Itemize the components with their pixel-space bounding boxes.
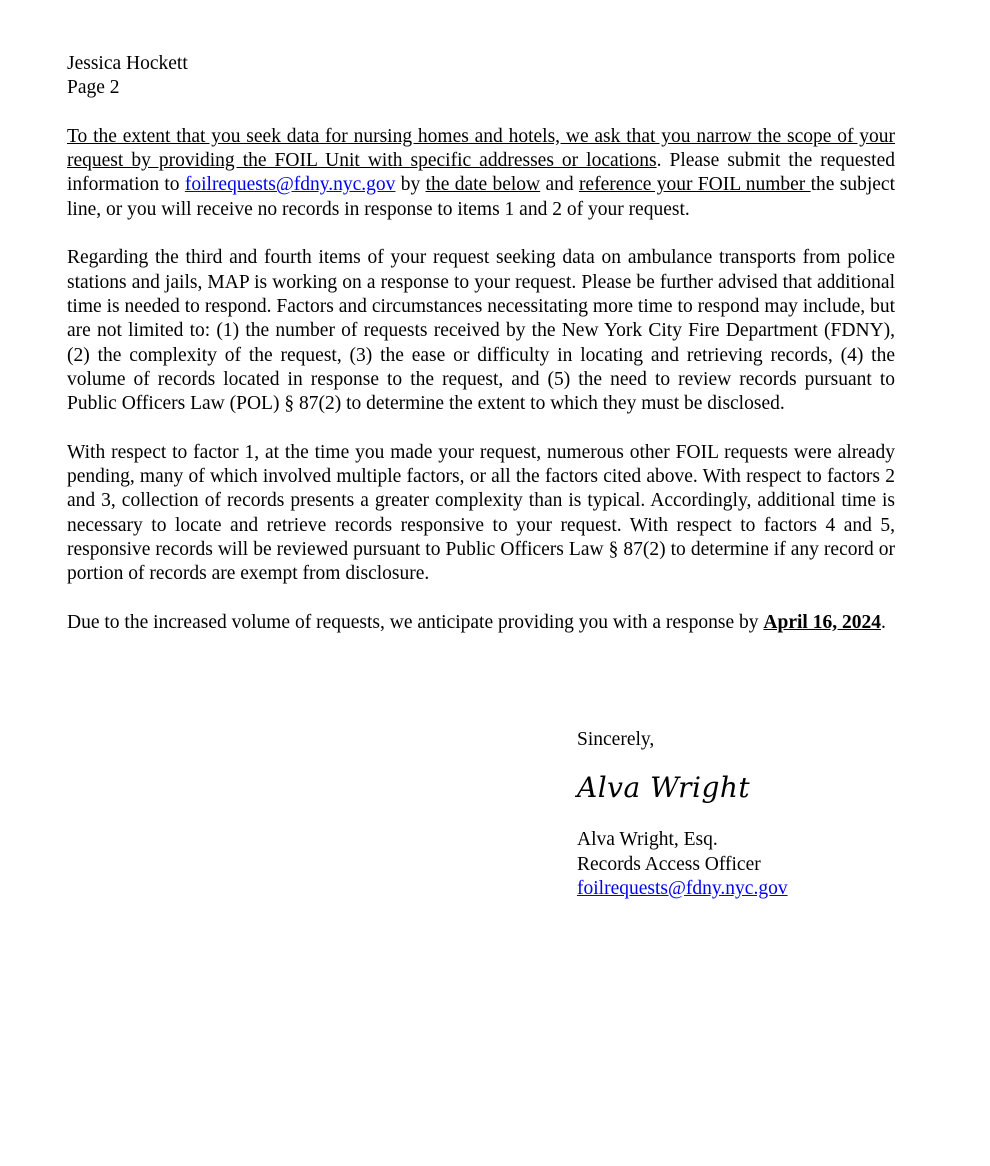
paragraph-additional-time: Regarding the third and fourth items of your request seeking data on ambulance transports from police stations and jails, MAP is working on a response to your request. Please be further advised that additional time is needed to respond. Factors and circumstances necessitating more time to respond may include, but are not limited to: (1) the number of requests received by the New York City Fire Department (FDNY), (2) the complexity of the request, (3) the ease or difficulty in locating and retrieving records, (4) the volume of records located in response to the request, and (5) the need to review records pursuant to Public Officers Law (POL) § 87(2) to determine the extent to which they must be disclosed. bbox=[67, 247, 895, 415]
text-segment: . bbox=[880, 611, 886, 633]
letter-body bbox=[67, 52, 895, 635]
response-date: April 16, 2024 bbox=[763, 611, 881, 633]
email-link[interactable]: foilrequests@fdny.nyc.gov bbox=[184, 174, 396, 196]
date-below-phrase: the date below bbox=[425, 174, 541, 196]
closing-block bbox=[577, 728, 788, 901]
reference-foil-phrase: reference your FOIL number bbox=[578, 174, 811, 196]
signature: Alva Wright bbox=[577, 771, 751, 805]
salutation: Sincerely, bbox=[577, 729, 655, 750]
paragraph-factors: With respect to factor 1, at the time you made your request, numerous other FOIL requests were already pending, many of which involved multiple factors, or all the factors cited above. With respect to factors 2 and 3, collection of records presents a greater complexity than is typical. Accordingly, additional time is necessary to locate and retrieve records responsive to your request. With respect to factors 4 and 5, responsive records will be reviewed pursuant to Public Officers Law § 87(2) to determine if any record or portion of records are exempt from disclosure. bbox=[67, 441, 895, 585]
signer-email-link[interactable]: foilrequests@fdny.nyc.gov bbox=[577, 877, 788, 899]
narrow-scope-request: To the extent that you seek data for nursing homes and hotels, we ask that you narrow the scope of your request by providing the FOIL Unit with specific addresses or locations bbox=[67, 125, 895, 172]
paragraph-narrow-scope bbox=[67, 125, 895, 222]
signer-title: Records Access Officer bbox=[577, 853, 761, 875]
page-number: Page 2 bbox=[67, 77, 120, 99]
text-segment: and bbox=[540, 174, 579, 196]
text-segment: the subject line, or you will receive no records in response to items 1 and 2 of your request. bbox=[67, 174, 895, 220]
text-segment: . Please submit the requested information to bbox=[67, 150, 895, 196]
recipient-name: Jessica Hockett bbox=[67, 53, 188, 74]
text-segment: by bbox=[395, 174, 426, 196]
signer-name: Alva Wright, Esq. bbox=[577, 829, 718, 851]
text-segment: Due to the increased volume of requests, we anticipate providing you with a response by bbox=[67, 611, 764, 633]
paragraph-response-date bbox=[67, 611, 895, 635]
